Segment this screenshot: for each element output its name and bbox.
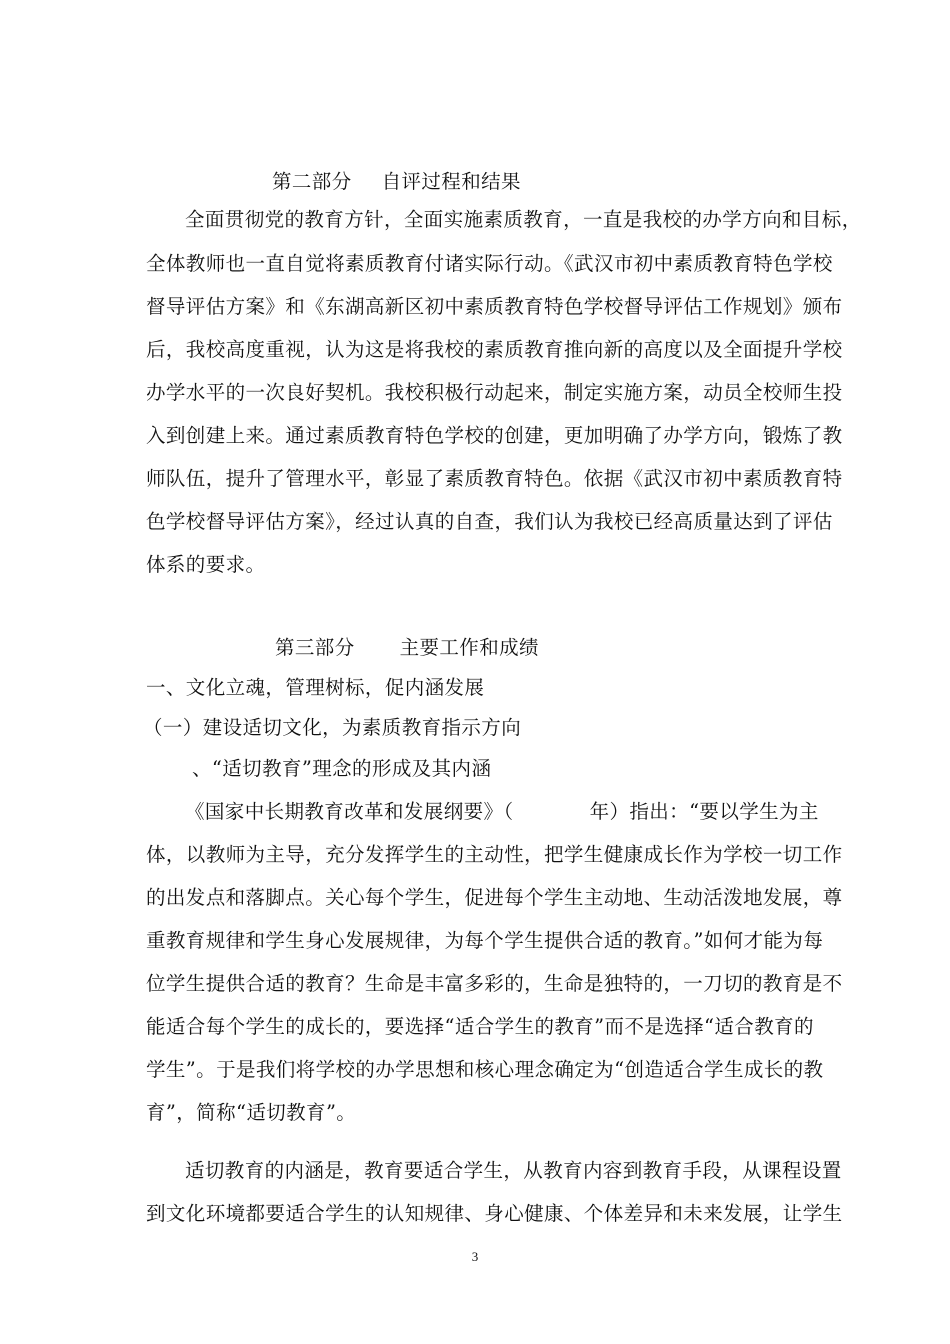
paragraph-line: 育”，简称“适切教育”。 <box>146 1101 357 1124</box>
paragraph-line: 重教育规律和学生身心发展规律，为每个学生提供合适的教育。”如何才能为每 <box>146 929 824 952</box>
doc-citation: 《国家中长期教育改革和发展纲要》（ <box>185 800 514 823</box>
paragraph-line: 适切教育的内涵是，教育要适合学生，从教育内容到教育手段，从课程设置 <box>185 1159 842 1182</box>
part3-label: 第三部分 <box>275 636 355 659</box>
part3-title: 主要工作和成绩 <box>399 636 539 659</box>
section-heading: 一、文化立魂，管理树标，促内涵发展 <box>146 676 485 699</box>
part2-title: 自评过程和结果 <box>381 170 521 193</box>
paragraph-line: 体，以教师为主导，充分发挥学生的主动性，把学生健康成长作为学校一切工作 <box>146 843 843 866</box>
paragraph-line: 后，我校高度重视，认为这是将我校的素质教育推向新的高度以及全面提升学校 <box>146 338 843 361</box>
paragraph-line: 色学校督导评估方案》，经过认真的自查，我们认为我校已经高质量达到了评估 <box>146 510 833 533</box>
paragraph-line: 到文化环境都要适合学生的认知规律、身心健康、个体差异和未来发展，让学生 <box>146 1202 843 1225</box>
paragraph-line: 体系的要求。 <box>146 553 266 576</box>
page-number: 3 <box>471 1249 479 1264</box>
paragraph-line: 师队伍，提升了管理水平，彰显了素质教育特色。依据《武汉市初中素质教育特 <box>146 467 843 490</box>
part3-heading <box>275 635 539 661</box>
item-heading: 、“适切教育”理念的形成及其内涵 <box>192 757 492 780</box>
paragraph-line: 能适合每个学生的成长的，要选择“适合学生的教育”而不是选择“适合教育的 <box>146 1015 814 1038</box>
paragraph-line: 办学水平的一次良好契机。我校积极行动起来，制定实施方案，动员全校师生投 <box>146 381 843 404</box>
paragraph-line: 位学生提供合适的教育？生命是丰富多彩的，生命是独特的，一刀切的教育是不 <box>146 972 843 995</box>
citation-continuation: 年）指出：“要以学生为主 <box>589 800 819 823</box>
part2-label: 第二部分 <box>272 170 352 193</box>
subsection-heading: （一）建设适切文化，为素质教育指示方向 <box>143 716 522 739</box>
paragraph-line: 督导评估方案》和《东湖高新区初中素质教育特色学校督导评估工作规划》颁布 <box>146 295 843 318</box>
paragraph-line: 学生”。于是我们将学校的办学思想和核心理念确定为“创造适合学生成长的教 <box>146 1058 824 1081</box>
paragraph-line <box>185 799 819 825</box>
paragraph-line: 入到创建上来。通过素质教育特色学校的创建，更加明确了办学方向，锻炼了教 <box>146 424 843 447</box>
paragraph-line: 的出发点和落脚点。关心每个学生，促进每个学生主动地、生动活泼地发展，尊 <box>146 886 843 909</box>
part2-heading <box>272 169 521 195</box>
paragraph-line: 全面贯彻党的教育方针，全面实施素质教育，一直是我校的办学方向和目标， <box>185 208 862 231</box>
paragraph-line: 全体教师也一直自觉将素质教育付诸实际行动。《武汉市初中素质教育特色学校 <box>146 252 833 275</box>
